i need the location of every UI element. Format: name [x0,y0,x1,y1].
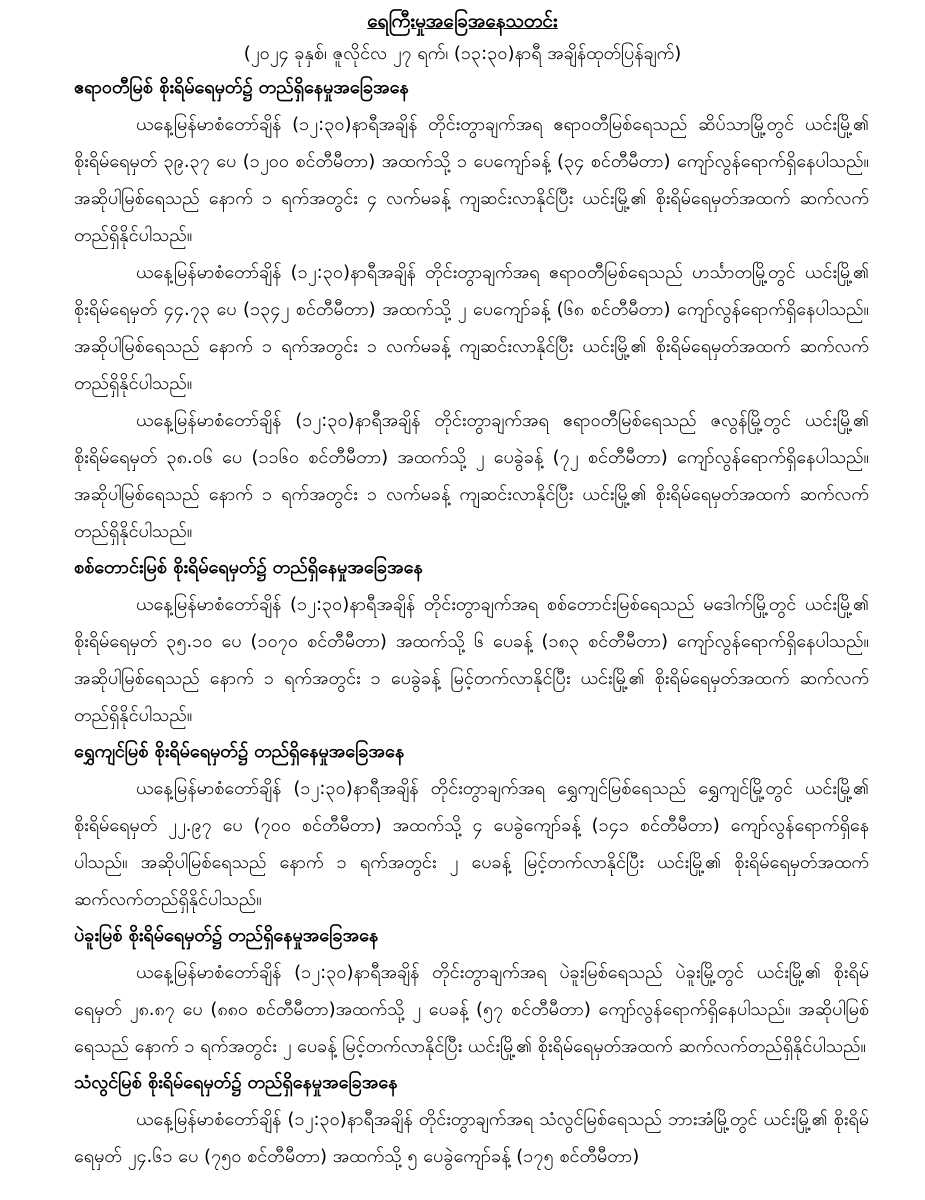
section-bago [56,918,869,1065]
paragraph: ယနေ့မြန်မာစံတော်ချိန် (၁၂:၃၀)နာရီအချိန် တိုင်းတွာချက်အရ ရွှေကျင်မြစ်ရေသည် ရွှေကျင်မြို့တွင် ယင်းမြို့၏ စိုးရိမ်ရေမှတ် ၂၂.၉၇ ပေ (၇၀၀ စင်တီမီတာ) အထက်သို့ ၄ ပေခွဲကျော်ခန့် (၁၄၁ စင်တီမီတာ) ကျော်လွန်ရောက်ရှိနေပါသည်။ အဆိုပါမြစ်ရေသည် နောက် ၁ ရက်အတွင်း ၂ ပေခန့် မြင့်တက်လာနိုင်ပြီး ယင်းမြို့၏ စိုးရိမ်ရေမှတ်အထက် ဆက်လက်တည်ရှိနိုင်ပါသည်။ [74,778,869,910]
paragraph: ယနေ့မြန်မာစံတော်ချိန် (၁၂:၃၀)နာရီအချိန် တိုင်းတွာချက်အရ စစ်တောင်းမြစ်ရေသည် မဒေါက်မြို့တွင် ယင်းမြို့၏ စိုးရိမ်ရေမှတ် ၃၅.၁၀ ပေ (၁၀၇၀ စင်တီမီတာ) အထက်သို့ ၆ ပေခန့် (၁၈၃ စင်တီမီတာ) ကျော်လွန်ရောက်ရှိနေပါသည်။ အဆိုပါမြစ်ရေသည် နောက် ၁ ရက်အတွင်း ၁ ပေခွဲခန့် မြင့်တက်လာနိုင်ပြီး ယင်းမြို့၏ စိုးရိမ်ရေမှတ်အထက် ဆက်လက်တည်ရှိနိုင်ပါသည်။ [74,594,869,726]
section-heading: ရွှေကျင်မြစ် စိုးရိမ်ရေမှတ်၌ တည်ရှိနေမှုအခြေအနေ [74,741,405,762]
document-subtitle: (၂၀၂၄ ခုနှစ်၊ ဇူလိုင်လ ၂၇ ရက်၊ (၁၃:၃၀)နာရီ အချိန်ထုတ်ပြန်ချက်) [243,43,682,64]
section-heading: ဧရာဝတီမြစ် စိုးရိမ်ရေမှတ်၌ တည်ရှိနေမှုအခြေအနေ [74,77,409,98]
section-shwegyin [56,734,869,918]
section-sittaung [56,550,869,734]
section-thanlwin [56,1065,869,1175]
paragraph: ယနေ့မြန်မာစံတော်ချိန် (၁၂:၃၀)နာရီအချိန် တိုင်းတွာချက်အရ ဧရာဝတီမြစ်ရေသည် ဟင်္သာတမြို့တွင် ယင်းမြို့၏ စိုးရိမ်ရေမှတ် ၄၄.၇၃ ပေ (၁၃၄၂ စင်တီမီတာ) အထက်သို့ ၂ ပေကျော်ခန့် (၆၈ စင်တီမီတာ) ကျော်လွန်ရောက်ရှိနေပါသည်။ အဆိုပါမြစ်ရေသည် နောက် ၁ ရက်အတွင်း ၁ လက်မခန့် ကျဆင်းလာနိုင်ပြီး ယင်းမြို့၏ စိုးရိမ်ရေမှတ်အထက် ဆက်လက်တည်ရှိနိုင်ပါသည်။ [74,262,869,394]
section-heading: ပဲခူးမြစ် စိုးရိမ်ရေမှတ်၌ တည်ရှိနေမှုအခြေအနေ [74,925,379,946]
section-heading: စစ်တောင်းမြစ် စိုးရိမ်ရေမှတ်၌ တည်ရှိနေမှုအခြေအနေ [74,557,423,578]
section-heading: သံလွင်မြစ် စိုးရိမ်ရေမှတ်၌ တည်ရှိနေမှုအခြေအနေ [74,1072,398,1093]
paragraph: ယနေ့မြန်မာစံတော်ချိန် (၁၂:၃၀)နာရီအချိန် တိုင်းတွာချက်အရ ပဲခူးမြစ်ရေသည် ပဲခူးမြို့တွင် ယင်းမြို့၏ စိုးရိမ်ရေမှတ် ၂၈.၈၇ ပေ (၈၈၀ စင်တီမီတာ)အထက်သို့ ၂ ပေခန့် (၅၇ စင်တီမီတာ) ကျော်လွန်ရောက်ရှိနေပါသည်။ အဆိုပါမြစ်ရေသည် နောက် ၁ ရက်အတွင်း ၂ ပေခန့် မြင့်တက်လာနိုင်ပြီး ယင်းမြို့၏ စိုးရိမ်ရေမှတ်အထက် ဆက်လက်တည်ရှိနိုင်ပါသည်။ [74,962,869,1057]
paragraph: ယနေ့မြန်မာစံတော်ချိန် (၁၂:၃၀)နာရီအချိန် တိုင်းတွာချက်အရ ဧရာဝတီမြစ်ရေသည် ဆိပ်သာမြို့တွင် ယင်းမြို့၏ စိုးရိမ်ရေမှတ် ၃၉.၃၇ ပေ (၁၂၀၀ စင်တီမီတာ) အထက်သို့ ၁ ပေကျော်ခန့် (၃၄ စင်တီမီတာ) ကျော်လွန်ရောက်ရှိနေပါသည်။ အဆိုပါမြစ်ရေသည် နောက် ၁ ရက်အတွင်း ၄ လက်မခန့် ကျဆင်းလာနိုင်ပြီး ယင်းမြို့၏ စိုးရိမ်ရေမှတ်အထက် ဆက်လက်တည်ရှိနိုင်ပါသည်။ [74,114,869,246]
paragraph: ယနေ့မြန်မာစံတော်ချိန် (၁၂:၃၀)နာရီအချိန် တိုင်းတွာချက်အရ သံလွင်မြစ်ရေသည် ဘားအံမြို့တွင် ယင်းမြို့၏ စိုးရိမ်ရေမှတ် ၂၄.၆၁ ပေ (၇၅၀ စင်တီမီတာ) အထက်သို့ ၅ ပေခွဲကျော်ခန့် (၁၇၅ စင်တီမီတာ) [74,1109,869,1167]
paragraph: ယနေ့မြန်မာစံတော်ချိန် (၁၂:၃၀)နာရီအချိန် တိုင်းတွာချက်အရ ဧရာဝတီမြစ်ရေသည် ဇလွန်မြို့တွင် ယင်းမြို့၏ စိုးရိမ်ရေမှတ် ၃၈.၀၆ ပေ (၁၁၆၀ စင်တီမီတာ) အထက်သို့ ၂ ပေခွဲခန့် (၇၂ စင်တီမီတာ) ကျော်လွန်ရောက်ရှိနေပါသည်။ အဆိုပါမြစ်ရေသည် နောက် ၁ ရက်အတွင်း ၁ လက်မခန့် ကျဆင်းလာနိုင်ပြီး ယင်းမြို့၏ စိုးရိမ်ရေမှတ်အထက် ဆက်လက်တည်ရှိနိုင်ပါသည်။ [74,410,869,542]
section-ayeyarwady [56,70,869,550]
document-title: ရေကြီးမှုအခြေအနေသတင်း [367,10,558,32]
